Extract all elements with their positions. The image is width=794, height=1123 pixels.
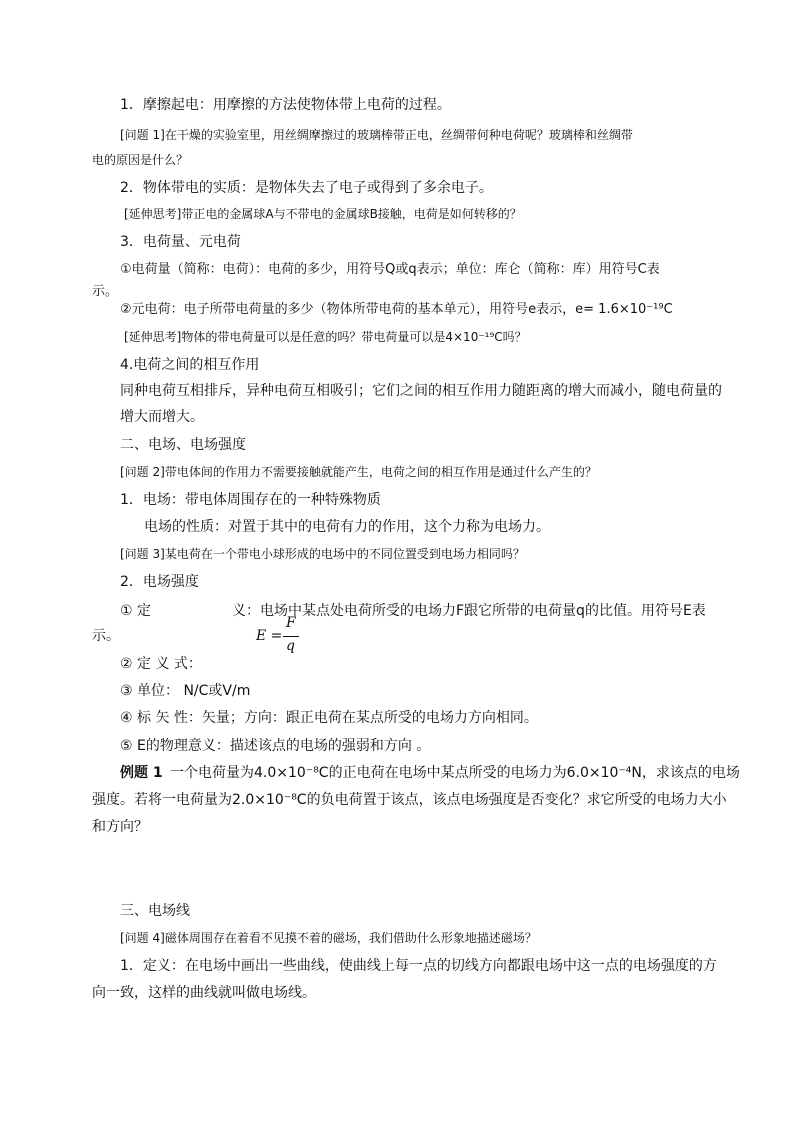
field-strength-formula	[256, 615, 306, 663]
formula-denominator: q	[286, 638, 295, 654]
question-line: [问题 2]带电体间的作用力不需要接触就能产生，电荷之间的相互作用是通过什么产生的？	[120, 465, 597, 479]
example-label: 例题 1	[120, 765, 163, 781]
text-line: ④ 标 矢 性：矢量；方向：跟正电荷在某点所受的电场力方向相同。	[120, 710, 538, 726]
fraction-bar	[283, 636, 299, 637]
question-line: [问题 1]在干燥的实验室里，用丝绸摩擦过的玻璃棒带正电，丝绸带何种电荷呢？玻璃棒和丝绸带	[120, 128, 633, 142]
text-line: 示。	[92, 284, 119, 299]
text-line: 同种电荷互相排斥，异种电荷互相吸引；它们之间的相互作用力随距离的增大而减小，随电荷量的	[120, 383, 722, 399]
text-line: 增大而增大。	[120, 409, 204, 425]
section-heading: 3．电荷量、元电荷	[120, 234, 241, 250]
formula-lhs: E =	[256, 628, 283, 644]
section-heading: 4.电荷之间的相互作用	[120, 357, 260, 373]
text-line: ② 定 义 式：	[120, 656, 202, 672]
extension-thinking-line: [延伸思考]带正电的金属球A与不带电的金属球B接触，电荷是如何转移的？	[124, 207, 522, 221]
text-line: ③ 单位： N/C或V/m	[120, 683, 251, 699]
section-heading: 三、电场线	[120, 903, 190, 919]
text-line: 向一致，这样的曲线就叫做电场线。	[92, 985, 316, 1001]
example-text: 强度。若将一电荷量为2.0×10⁻⁸C的负电荷置于该点，该点电场强度是否变化？求它所受的电场力大小	[92, 792, 727, 808]
text-line: 电场的性质：对置于其中的电荷有力的作用，这个力称为电场力。	[144, 519, 550, 535]
text-line: 义：电场中某点处电荷所受的电场力F跟它所带的电荷量q的比值。用符号E表	[232, 603, 706, 619]
text-line: 1．定义：在电场中画出一些曲线，使曲线上每一点的切线方向都跟电场中这一点的电场强度的方	[120, 958, 717, 974]
text-line: ⑤ E的物理意义：描述该点的电场的强弱和方向 。	[120, 738, 431, 754]
formula-numerator: F	[286, 615, 296, 631]
extension-thinking-line: [延伸思考]物体的带电荷量可以是任意的吗？带电荷量可以是4×10⁻¹⁹C吗？	[124, 330, 527, 344]
section-heading: 二、电场、电场强度	[120, 437, 246, 453]
question-line: [问题 3]某电荷在一个带电小球形成的电场中的不同位置受到电场力相同吗？	[120, 547, 525, 561]
text-line: ②元电荷：电子所带电荷量的多少（物体所带电荷的基本单元），用符号e表示，e= 1.6×10⁻¹⁹C	[120, 302, 673, 317]
section-heading: 2．电场强度	[120, 574, 199, 590]
text-line: 示。	[92, 628, 120, 644]
example-text: 一个电荷量为4.0×10⁻⁸C的正电荷在电场中某点所受的电场力为6.0×10⁻⁴N，求该点的电场	[170, 765, 740, 781]
text-line: 1．电场：带电体周围存在的一种特殊物质	[120, 492, 381, 508]
text-line: 2．物体带电的实质：是物体失去了电子或得到了多余电子。	[120, 180, 493, 196]
definition-label: ① 定	[120, 603, 152, 619]
text-line: ①电荷量（简称：电荷）：电荷的多少，用符号Q或q表示；单位：库仑（简称：库）用符号C表	[120, 262, 660, 277]
text-line: 1．摩擦起电：用摩擦的方法使物体带上电荷的过程。	[120, 97, 451, 113]
question-line: 电的原因是什么？	[92, 153, 189, 167]
example-text: 和方向？	[92, 819, 148, 835]
question-line: [问题 4]磁体周围存在着看不见摸不着的磁场，我们借助什么形象地描述磁场？	[120, 931, 537, 945]
